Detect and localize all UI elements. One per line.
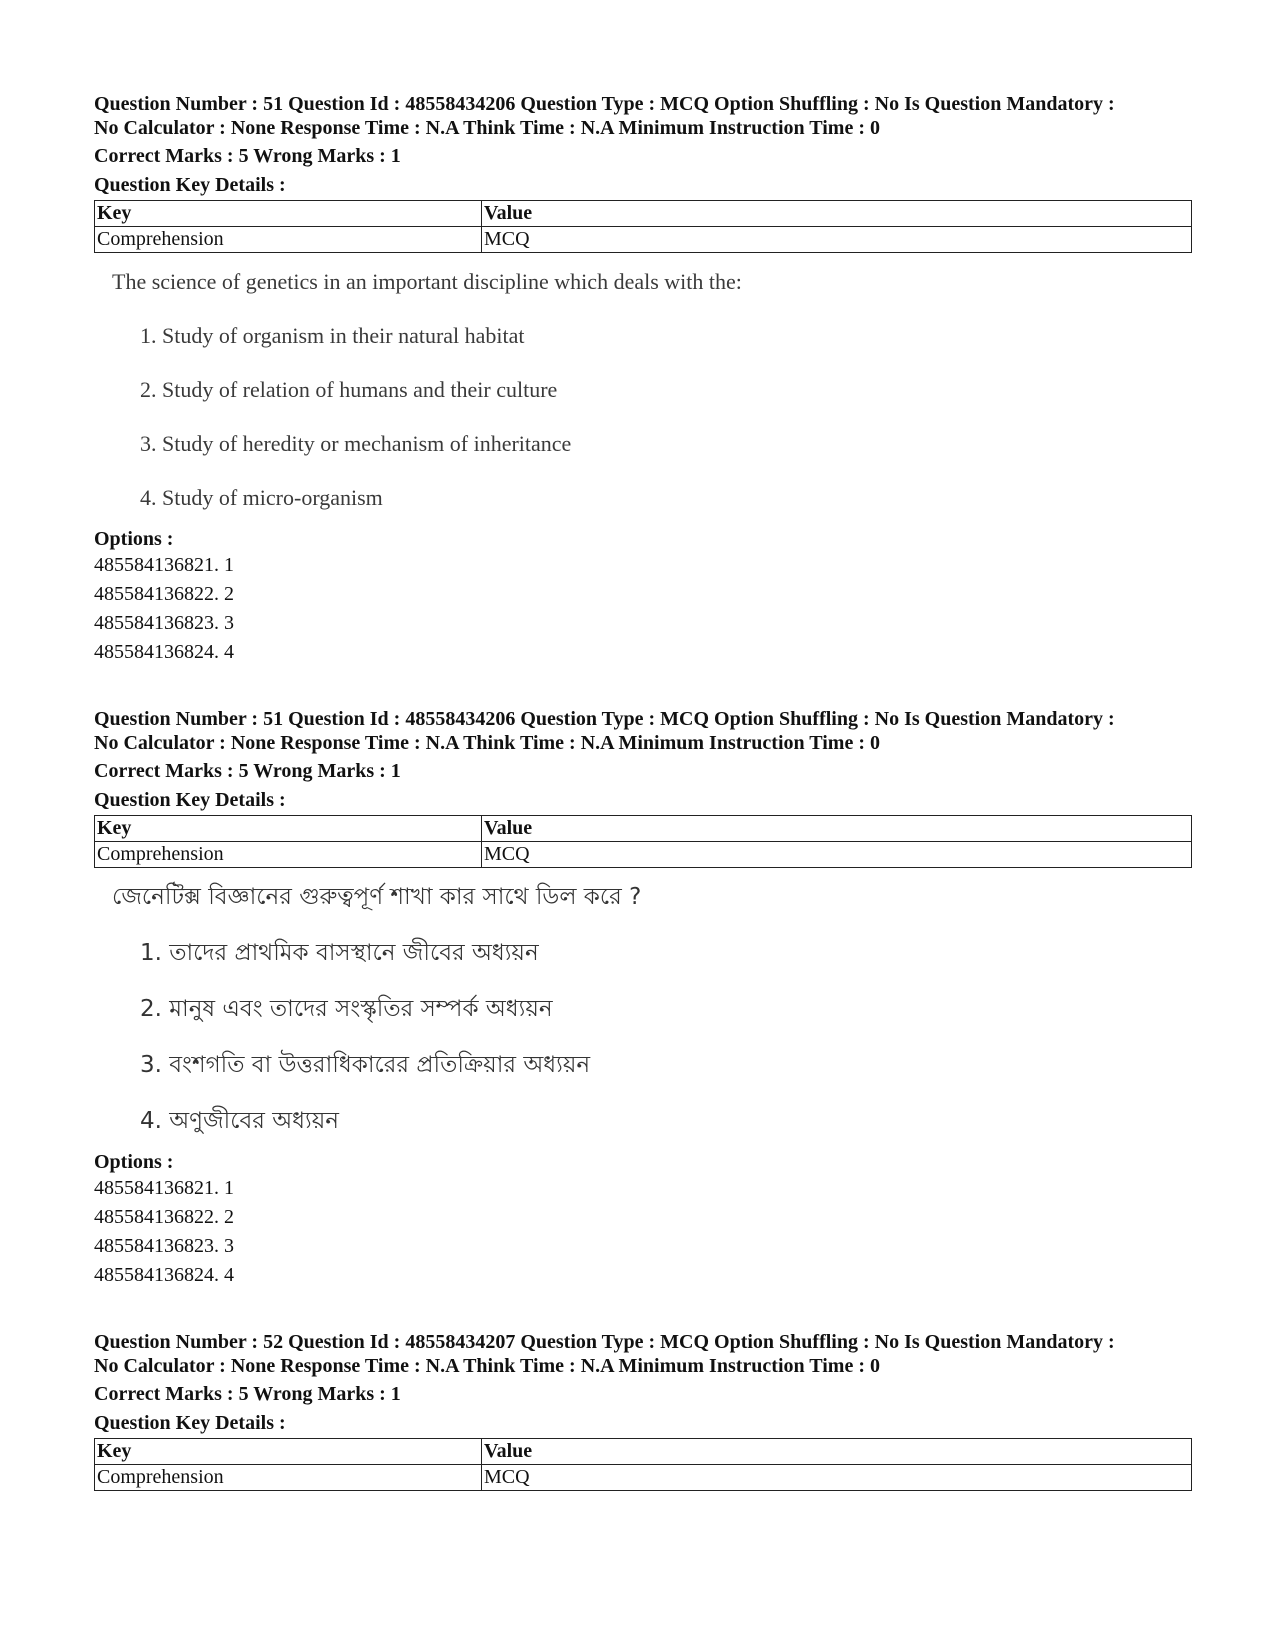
table-cell-key: Comprehension [95,227,482,253]
question-image [112,882,1194,1136]
marks-line: Correct Marks : 5 Wrong Marks : 1 [94,1383,401,1405]
table-cell-value: MCQ [482,227,1192,253]
options-label: Options : [94,1151,174,1173]
meta-line-1: Question Number : 51 Question Id : 48558434206 Question Type : MCQ Option Shuffling : No Is Question Mandatory : [94,708,1115,730]
table-cell-key: Comprehension [95,842,482,868]
table-header-row [95,1439,1192,1465]
meta-line-1: Question Number : 52 Question Id : 48558434207 Question Type : MCQ Option Shuffling : No Is Question Mandatory : [94,1331,1115,1353]
question-stem: জেনেটিক্স বিজ্ঞানের গুরুত্বপূর্ণ শাখা কার সাথে ডিল করে ? [112,884,642,910]
option-item: 485584136821. 1 [94,1177,234,1199]
option-item: 485584136824. 4 [94,641,234,663]
meta-line-1: Question Number : 51 Question Id : 48558434206 Question Type : MCQ Option Shuffling : No Is Question Mandatory : [94,93,1115,115]
question-meta [94,707,1194,755]
question-block-1 [94,92,1194,667]
table-header-key: Key [95,201,482,227]
question-block-3 [94,1330,1194,1491]
table-cell-value: MCQ [482,1465,1192,1491]
question-stem: The science of genetics in an important discipline which deals with the: [112,269,742,294]
question-item: 4. অণুজীবের অধ্যয়ন [140,1108,340,1134]
option-item: 485584136823. 3 [94,612,234,634]
question-item: 3. বংশগতি বা উত্তরাধিকারের প্রতিক্রিয়ার অধ্যয়ন [140,1052,591,1078]
table-row [95,227,1192,253]
question-item: 1. তাদের প্রাথমিক বাসস্থানে জীবের অধ্যয়ন [140,940,539,966]
option-item: 485584136822. 2 [94,1206,234,1228]
marks-line: Correct Marks : 5 Wrong Marks : 1 [94,145,401,167]
question-item: 2. Study of relation of humans and their culture [140,377,558,402]
table-header-key: Key [95,816,482,842]
question-meta [94,1330,1194,1378]
meta-line-2: No Calculator : None Response Time : N.A Think Time : N.A Minimum Instruction Time : 0 [94,1355,880,1377]
question-item: 4. Study of micro-organism [140,485,383,510]
key-value-table [94,200,1192,253]
option-item: 485584136824. 4 [94,1264,234,1286]
option-item: 485584136821. 1 [94,554,234,576]
key-value-table [94,1438,1192,1491]
question-meta [94,92,1194,140]
question-item: 3. Study of heredity or mechanism of inheritance [140,431,572,456]
options-label: Options : [94,528,174,550]
table-cell-key: Comprehension [95,1465,482,1491]
option-item: 485584136823. 3 [94,1235,234,1257]
table-header-value: Value [482,816,1192,842]
table-row [95,1465,1192,1491]
option-item: 485584136822. 2 [94,583,234,605]
table-header-value: Value [482,1439,1192,1465]
question-block-2 [94,707,1194,1290]
table-header-value: Value [482,201,1192,227]
table-header-row [95,816,1192,842]
table-header-row [95,201,1192,227]
table-header-key: Key [95,1439,482,1465]
document-page [94,92,1194,1531]
question-image [112,267,1194,513]
question-item: 1. Study of organism in their natural habitat [140,323,525,348]
meta-line-2: No Calculator : None Response Time : N.A Think Time : N.A Minimum Instruction Time : 0 [94,117,880,139]
question-item: 2. মানুষ এবং তাদের সংস্কৃতির সম্পর্ক অধ্যয়ন [140,996,553,1022]
table-cell-value: MCQ [482,842,1192,868]
marks-line: Correct Marks : 5 Wrong Marks : 1 [94,760,401,782]
table-row [95,842,1192,868]
key-value-table [94,815,1192,868]
key-details-label: Question Key Details : [94,1412,286,1434]
key-details-label: Question Key Details : [94,789,286,811]
meta-line-2: No Calculator : None Response Time : N.A Think Time : N.A Minimum Instruction Time : 0 [94,732,880,754]
key-details-label: Question Key Details : [94,174,286,196]
